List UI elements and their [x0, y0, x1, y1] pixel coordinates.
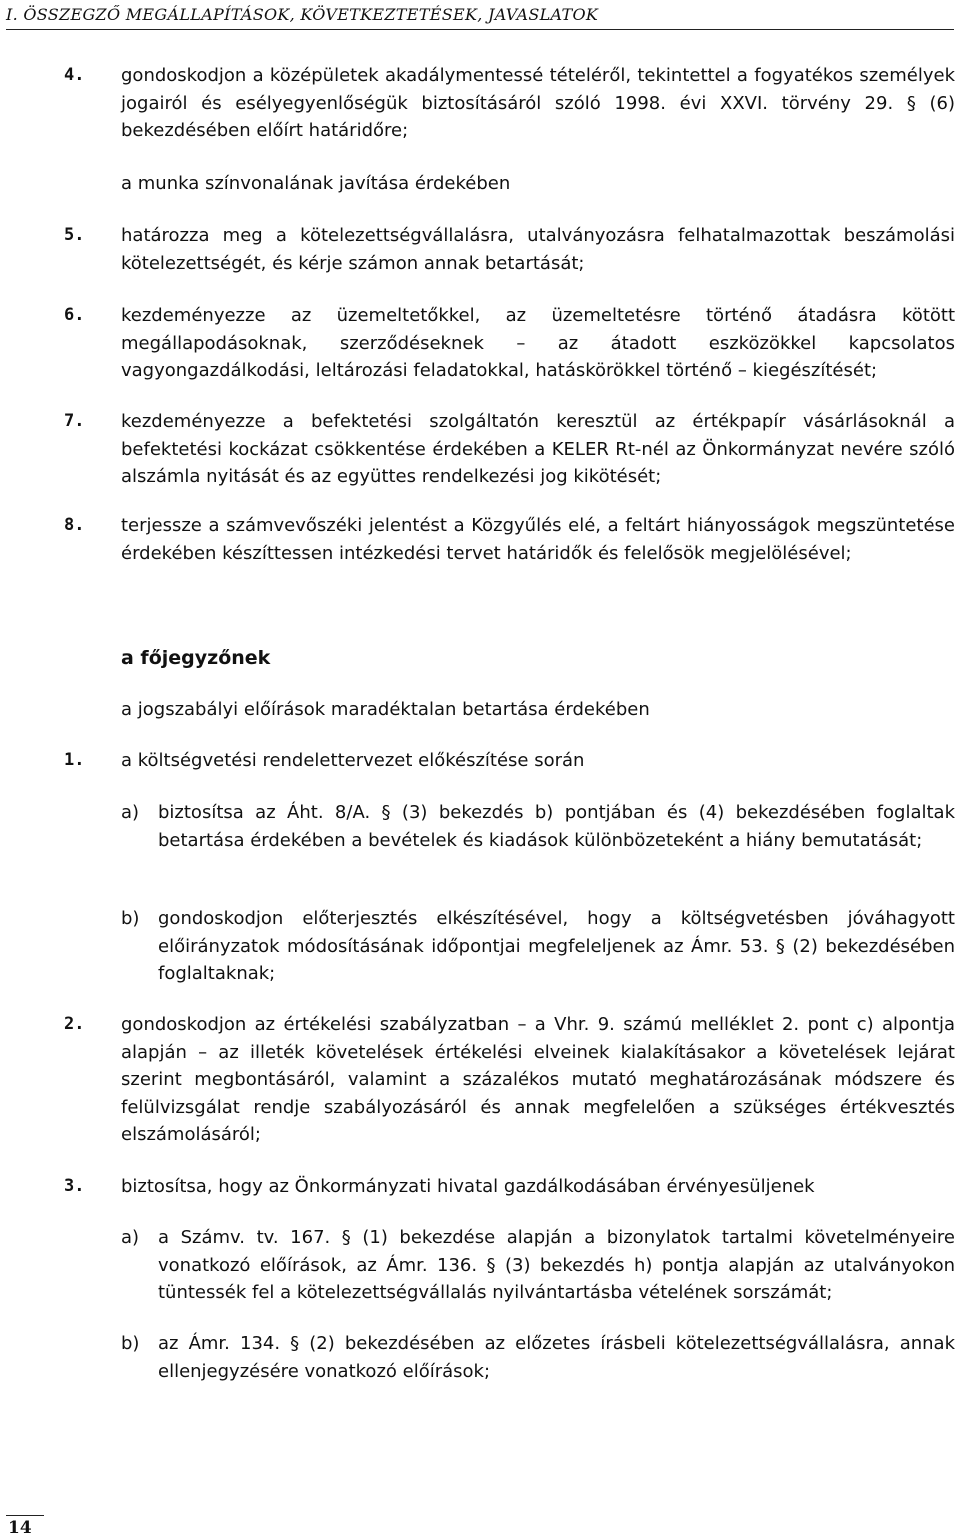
- sub-item-text: biztosítsa az Áht. 8/A. § (3) bekezdés b) pontjában és (4) bekezdésében foglaltak betartása érdekében a bevételek és kiadások különbözeteként a hiány bemutatását;: [158, 802, 955, 851]
- page-number: 14: [8, 1518, 32, 1538]
- list-item-text: gondoskodjon a középületek akadálymentessé tételéről, tekintettel a fogyatékos személyek jogairól és esélyegyenlőségük biztosításáról szóló 1998. évi XXVI. törvény 29. § (6) bekezdésében előírt határidőre;: [121, 65, 955, 141]
- sub-item-label: a): [121, 802, 140, 823]
- list-item-number: 4.: [64, 65, 85, 85]
- footer-divider: [6, 1515, 44, 1516]
- sub-item-label: b): [121, 908, 140, 929]
- sub-item-text: a Számv. tv. 167. § (1) bekezdése alapján a bizonylatok tartalmi követelményeire vonatkozó előírások, az Ámr. 136. § (3) bekezdés h) pontja alapján az utalványokon tüntessék fel a kötelezettségvállalás nyilvántartásba vételének sorszámát;: [158, 1227, 955, 1303]
- list-item-text: kezdeményezze a befektetési szolgáltatón keresztül az értékpapír vásárlásoknál a befektetési kockázat csökkentése érdekében a KELER Rt-nél az Önkormányzat nevére szóló alszámla nyitását és az együttes rendelkezési jog kikötését;: [121, 411, 955, 487]
- list-item-text: a költségvetési rendelettervezet előkészítése során: [121, 750, 585, 771]
- running-header: I. ÖSSZEGZŐ MEGÁLLAPÍTÁSOK, KÖVETKEZTETÉSEK, JAVASLATOK: [6, 4, 954, 30]
- list-item-number: 2.: [64, 1014, 85, 1034]
- list-item-number: 6.: [64, 305, 85, 325]
- section-purpose: a jogszabályi előírások maradéktalan betartása érdekében: [121, 699, 650, 720]
- list-item-text: biztosítsa, hogy az Önkormányzati hivatal gazdálkodásában érvényesüljenek: [121, 1176, 815, 1197]
- list-item-text: kezdeményezze az üzemeltetőkkel, az üzemeltetésre történő átadásra kötött megállapodásoknak, szerződéseknek – az átadott eszközökkel kapcsolatos vagyongazdálkodási, leltározási feladatokkal, hatáskörökkel történő – kiegészítését;: [121, 305, 955, 381]
- list-item-number: 5.: [64, 225, 85, 245]
- sub-item-text: gondoskodjon előterjesztés elkészítésével, hogy a költségvetésben jóváhagyott előirányzatok módosításának időpontjai megfeleljenek az Ámr. 53. § (2) bekezdésében foglaltaknak;: [158, 908, 955, 984]
- sub-item-label: b): [121, 1333, 140, 1354]
- purpose-line: a munka színvonalának javítása érdekében: [121, 173, 511, 194]
- list-item-text: terjessze a számvevőszéki jelentést a Közgyűlés elé, a feltárt hiányosságok megszüntetése érdekében készíttessen intézkedési tervet határidők és felelősök megjelölésével;: [121, 515, 955, 564]
- list-item-number: 3.: [64, 1176, 85, 1196]
- list-item-text: határozza meg a kötelezettségvállalásra, utalványozásra felhatalmazottak beszámolási kötelezettségét, és kérje számon annak betartását;: [121, 225, 955, 274]
- sub-item-label: a): [121, 1227, 140, 1248]
- list-item-number: 8.: [64, 515, 85, 535]
- sub-item-text: az Ámr. 134. § (2) bekezdésében az előzetes írásbeli kötelezettségvállalásra, annak ellenjegyzésére vonatkozó előírások;: [158, 1333, 955, 1382]
- section-heading: a főjegyzőnek: [121, 647, 271, 669]
- list-item-number: 7.: [64, 411, 85, 431]
- list-item-number: 1.: [64, 750, 85, 770]
- list-item-text: gondoskodjon az értékelési szabályzatban – a Vhr. 9. számú melléklet 2. pont c) alpontja alapján – az illeték követelések értékelési elveinek kialakításakor a követelések lejárat szerint megbontásáról, valamint a százalékos mutató meghatározásának módszere és felülvizsgálat rendje szabályozásáról és annak megfelelően a szükséges értékvesztés elszámolásáról;: [121, 1014, 955, 1145]
